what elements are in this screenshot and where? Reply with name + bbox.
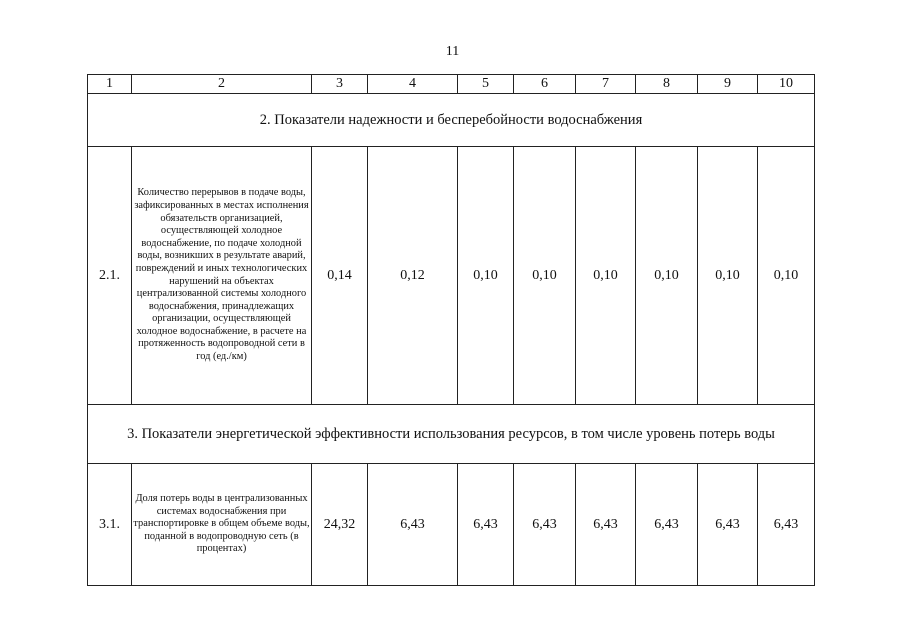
value-cell: 6,43	[514, 464, 576, 586]
value-cell: 0,12	[368, 147, 458, 405]
table-row	[88, 147, 815, 405]
value-cell: 6,43	[758, 464, 815, 586]
section-3-title	[88, 405, 815, 464]
header-cell: 3	[312, 75, 368, 94]
indicator-description: Количество перерывов в подаче воды, зафиксированных в местах исполнения обязательств организацией, осуществляющей холодное водоснабжение, по подаче холодной воды, возникших в результате аварий, повреждений и иных технологических нарушений на объектах централизованной системы холодного водоснабжения, принадлежащих организации, осуществляющей холодное водоснабжение, в расчете на протяженность водопроводной сети в год (ед./км)	[132, 147, 312, 405]
page-number: 11	[445, 44, 460, 59]
section-3-row	[88, 405, 815, 464]
header-cell: 4	[368, 75, 458, 94]
value-cell: 6,43	[576, 464, 636, 586]
section-2-title-text: 2. Показатели надежности и бесперебойности водоснабжения	[259, 111, 643, 128]
row-number: 2.1.	[88, 147, 132, 405]
value-cell: 0,10	[636, 147, 698, 405]
value-cell: 0,10	[576, 147, 636, 405]
header-cell: 9	[698, 75, 758, 94]
header-cell: 10	[758, 75, 815, 94]
table-row	[88, 464, 815, 586]
header-cell: 6	[514, 75, 576, 94]
section-2-row	[88, 94, 815, 147]
value-cell: 6,43	[458, 464, 514, 586]
value-cell: 0,14	[312, 147, 368, 405]
value-cell: 24,32	[312, 464, 368, 586]
header-cell: 7	[576, 75, 636, 94]
header-row	[88, 75, 815, 94]
value-cell: 0,10	[758, 147, 815, 405]
header-cell: 1	[88, 75, 132, 94]
indicator-description: Доля потерь воды в централизованных системах водоснабжения при транспортировке в общем объеме воды, поданной в водопроводную сеть (в процентах)	[132, 464, 312, 586]
row-number: 3.1.	[88, 464, 132, 586]
header-cell: 2	[132, 75, 312, 94]
section-3-title-text: 3. Показатели энергетической эффективности использования ресурсов, в том числе уровень потерь воды	[127, 425, 775, 442]
value-cell: 0,10	[458, 147, 514, 405]
section-2-title	[88, 94, 815, 147]
value-cell: 6,43	[368, 464, 458, 586]
header-cell: 8	[636, 75, 698, 94]
value-cell: 0,10	[514, 147, 576, 405]
header-cell: 5	[458, 75, 514, 94]
value-cell: 6,43	[698, 464, 758, 586]
indicators-table	[87, 74, 815, 586]
value-cell: 0,10	[698, 147, 758, 405]
value-cell: 6,43	[636, 464, 698, 586]
